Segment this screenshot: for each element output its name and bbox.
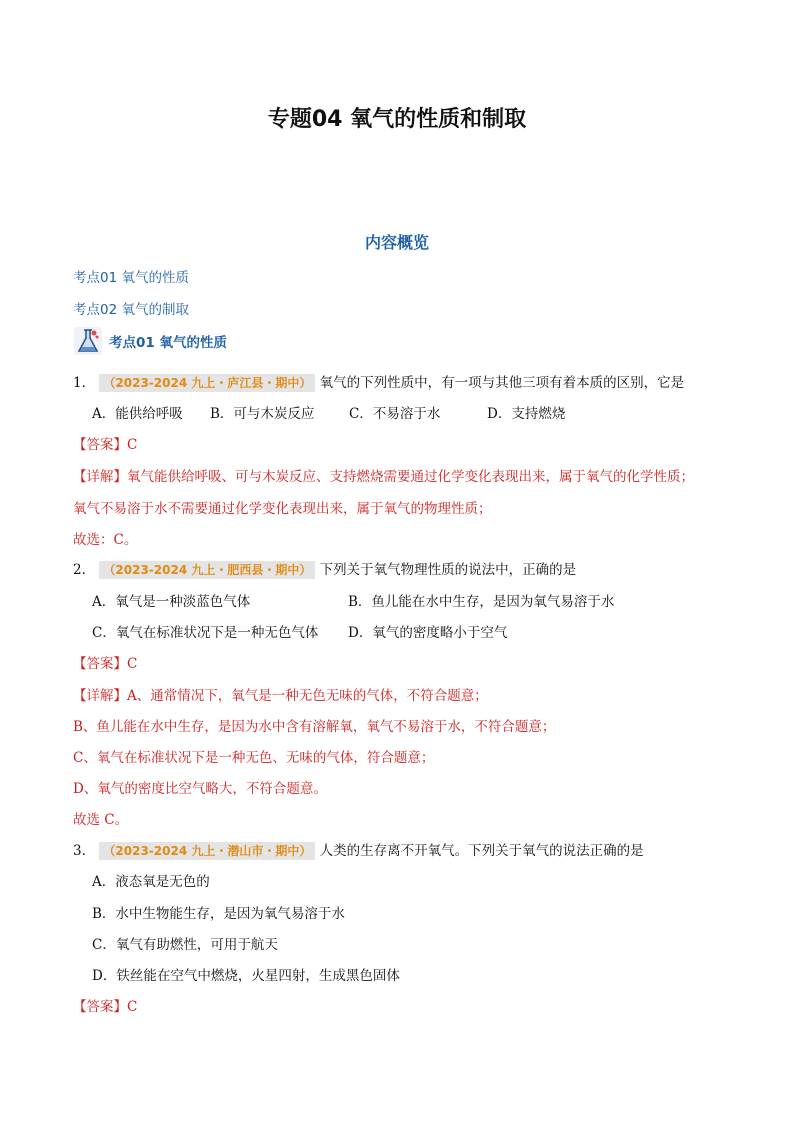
option-b: B．鱼儿能在水中生存，是因为氧气易溶于水 [348, 594, 615, 610]
toc-item-2[interactable]: 考点02 氧气的制取 [73, 302, 189, 318]
question-stem: 氧气的下列性质中，有一项与其他三项有着本质的区别，它是 [319, 375, 685, 391]
detail-2-line-4: D、氧气的密度比空气略大，不符合题意。 [73, 781, 327, 797]
option-a: A．能供给呼吸 [92, 406, 183, 422]
option-c: C．不易溶于水 [349, 406, 441, 422]
detail-2-line-1 [73, 684, 488, 704]
option-c: C．氧气在标准状况下是一种无色气体 [92, 625, 319, 641]
toc-item-1[interactable]: 考点01 氧气的性质 [73, 270, 189, 286]
detail-text: 氧气能供给呼吸、可与木炭反应、支持燃烧需要通过化学变化表现出来，属于氧气的化学性质； [127, 469, 694, 485]
toc-heading: 内容概览 [364, 233, 429, 252]
option-a: A．液态氧是无色的 [92, 874, 210, 890]
option-d: D．支持燃烧 [487, 406, 566, 422]
answer-value: C [127, 999, 138, 1015]
option-d: D．铁丝能在空气中燃烧，火星四射，生成黑色固体 [92, 968, 400, 984]
answer-2 [73, 652, 137, 672]
option-b: B．可与木炭反应 [210, 406, 315, 422]
option-a: A．氧气是一种淡蓝色气体 [92, 594, 251, 610]
option-b: B．水中生物能生存，是因为氧气易溶于水 [92, 906, 345, 922]
question-number: 2． [73, 562, 96, 578]
question-1 [73, 371, 684, 391]
answer-3 [73, 995, 137, 1015]
detail-text: A、通常情况下，氧气是一种无色无味的气体，不符合题意； [127, 688, 488, 704]
answer-1 [73, 433, 137, 453]
detail-2-line-5: 故选 C。 [73, 812, 129, 828]
answer-label: 【答案】 [73, 437, 127, 453]
detail-2-line-2: B、鱼儿能在水中生存，是因为水中含有溶解氧，氧气不易溶于水，不符合题意； [73, 719, 556, 735]
detail-1-line-2: 氧气不易溶于水不需要通过化学变化表现出来，属于氧气的物理性质； [73, 501, 492, 517]
detail-2-line-3: C、氧气在标准状况下是一种无色、无味的气体，符合题意； [73, 750, 435, 766]
question-3 [73, 839, 644, 859]
detail-label: 【详解】 [73, 469, 127, 485]
section-heading [73, 325, 227, 357]
detail-1-line-3: 故选：C。 [73, 532, 138, 548]
question-stem: 下列关于氧气物理性质的说法中，正确的是 [319, 562, 577, 578]
detail-label: 【详解】 [73, 688, 127, 704]
question-number: 3． [73, 843, 96, 859]
question-2 [73, 558, 576, 578]
answer-label: 【答案】 [73, 999, 127, 1015]
option-d: D．氧气的密度略小于空气 [348, 625, 508, 641]
page-title: 专题04 氧气的性质和制取 [267, 107, 527, 132]
source-tag: （2023-2024 九上・庐江县・期中） [99, 374, 315, 392]
source-tag: （2023-2024 九上・潜山市・期中） [99, 842, 315, 860]
answer-label: 【答案】 [73, 656, 127, 672]
option-c: C．氧气有助燃性，可用于航天 [92, 937, 278, 953]
question-stem: 人类的生存离不开氧气。下列关于氧气的说法正确的是 [319, 843, 644, 859]
section-label: 考点01 氧气的性质 [109, 335, 227, 351]
detail-1-line-1 [73, 465, 694, 485]
answer-value: C [127, 437, 138, 453]
flask-icon [73, 326, 103, 356]
question-number: 1． [73, 375, 96, 391]
answer-value: C [127, 656, 138, 672]
source-tag: （2023-2024 九上・肥西县・期中） [99, 561, 315, 579]
